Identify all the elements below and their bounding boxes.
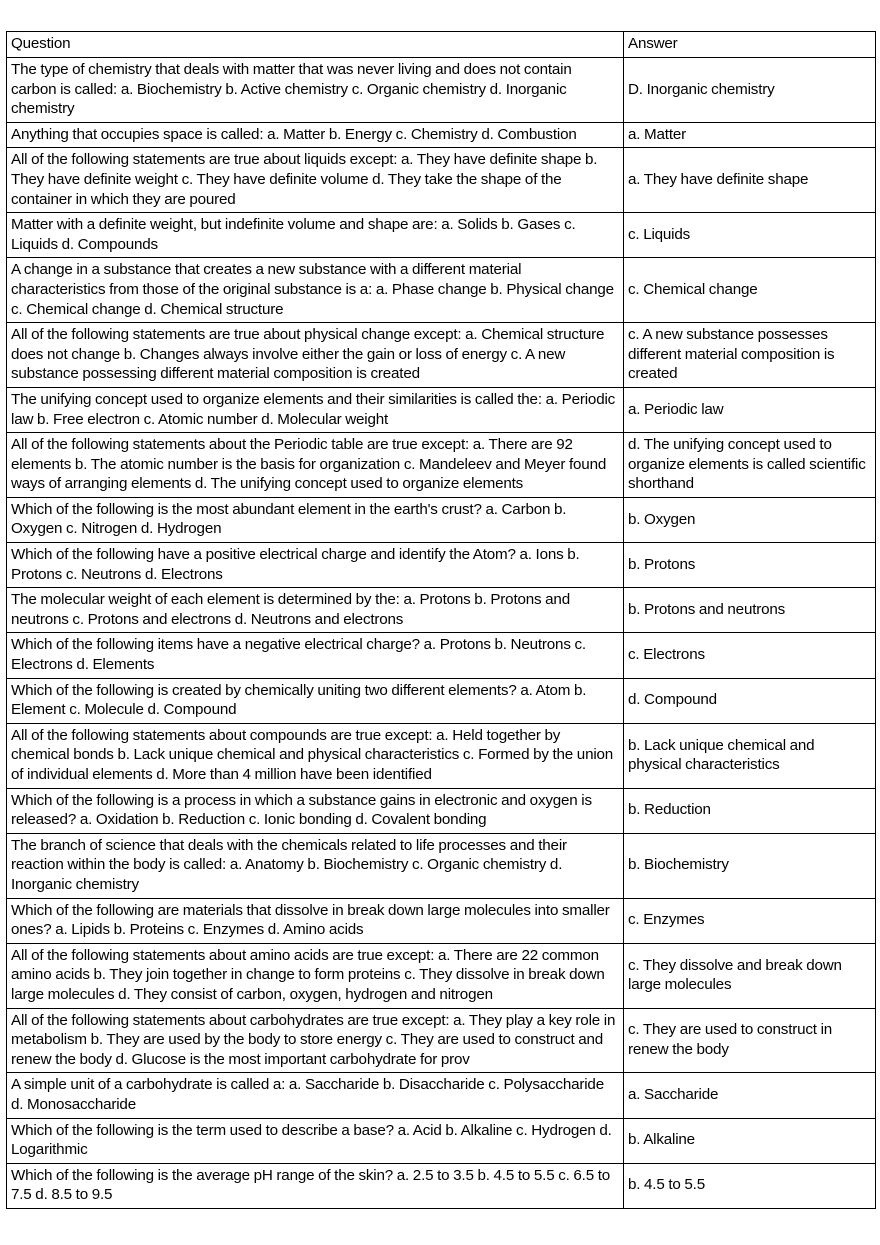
answer-cell: [624, 633, 876, 678]
question-text: All of the following statements are true about liquids except: a. They have definite shape b. They have definite weight c. They have definite volume d. They take the shape of the container in which they are poured: [11, 151, 598, 208]
column-header-answer: [624, 32, 876, 58]
question-cell: [7, 723, 624, 788]
table-row: [7, 723, 876, 788]
table-row: [7, 588, 876, 633]
answer-text: a. Periodic law: [628, 400, 724, 418]
table-row: [7, 898, 876, 943]
table-header-row: [7, 32, 876, 58]
answer-cell: [624, 258, 876, 323]
table-row: [7, 1118, 876, 1163]
question-text: Which of the following items have a negative electrical charge? a. Protons b. Neutrons c. Electrons d. Elements: [11, 636, 586, 674]
column-header-question-label: Question: [11, 35, 71, 53]
answer-text: d. The unifying concept used to organize elements is called scientific shorthand: [628, 436, 866, 493]
table-row: [7, 323, 876, 388]
answer-cell: [624, 1118, 876, 1163]
question-cell: [7, 497, 624, 542]
answer-text: d. Compound: [628, 691, 717, 709]
answer-cell: [624, 833, 876, 898]
question-text: All of the following statements about carbohydrates are true except: a. They play a key role in metabolism b. They are used by the body to store energy c. They are used to construct and renew the body d. Glucose is the most important carbohydrate for prov: [11, 1011, 616, 1068]
answer-text: c. A new substance possesses different material composition is created: [628, 326, 835, 383]
answer-cell: [624, 588, 876, 633]
question-cell: [7, 678, 624, 723]
table-row: [7, 258, 876, 323]
answer-cell: [624, 122, 876, 148]
answer-text: c. They are used to construct in renew the body: [628, 1021, 833, 1058]
answer-cell: [624, 323, 876, 388]
answer-text: c. Chemical change: [628, 280, 758, 298]
answer-cell: [624, 387, 876, 432]
table-row: [7, 497, 876, 542]
answer-cell: [624, 213, 876, 258]
answer-text: b. 4.5 to 5.5: [628, 1176, 705, 1194]
question-text: Which of the following is a process in which a substance gains in electronic and oxygen is released? a. Oxidation b. Reduction c. Ionic bonding d. Covalent bonding: [11, 791, 592, 829]
table-row: [7, 148, 876, 213]
answer-cell: [624, 788, 876, 833]
question-cell: [7, 1163, 624, 1208]
question-cell: [7, 1008, 624, 1073]
question-cell: [7, 433, 624, 498]
answer-text: b. Protons: [628, 555, 696, 573]
table-row: [7, 433, 876, 498]
question-text: All of the following statements about amino acids are true except: a. There are 22 common amino acids b. They join together in change to form proteins c. They dissolve in break down large molecules d. They consist of carbon, oxygen, hydrogen and nitrogen: [11, 946, 605, 1003]
answer-text: b. Biochemistry: [628, 856, 729, 874]
table-row: [7, 122, 876, 148]
question-text: Matter with a definite weight, but indefinite volume and shape are: a. Solids b. Gases c. Liquids d. Compounds: [11, 216, 576, 253]
question-text: Which of the following are materials that dissolve in break down large molecules into smaller ones? a. Lipids b. Proteins c. Enzymes d. Amino acids: [11, 901, 610, 939]
table-body: [7, 58, 876, 1209]
question-cell: [7, 588, 624, 633]
question-cell: [7, 258, 624, 323]
table-row: [7, 213, 876, 258]
table-row: [7, 1163, 876, 1208]
question-cell: [7, 898, 624, 943]
question-text: The branch of science that deals with the chemicals related to life processes and their reaction within the body is called: a. Anatomy b. Biochemistry c. Organic chemistry d. Inorganic chemistry: [11, 836, 567, 893]
question-text: All of the following statements are true about physical change except: a. Chemical structure does not change b. Changes always involve either the gain or loss of energy c. A new substance possessing different material composition is created: [11, 326, 605, 383]
answer-cell: [624, 723, 876, 788]
answer-cell: [624, 1163, 876, 1208]
question-text: Which of the following is the average pH range of the skin? a. 2.5 to 3.5 b. 4.5 to 5.5 c. 6.5 to 7.5 d. 8.5 to 9.5: [11, 1166, 611, 1204]
answer-cell: [624, 943, 876, 1008]
column-header-question: [7, 32, 624, 58]
answer-cell: [624, 1073, 876, 1118]
answer-text: c. Electrons: [628, 646, 705, 664]
table-row: [7, 1008, 876, 1073]
table-row: [7, 58, 876, 123]
question-text: The unifying concept used to organize elements and their similarities is called the: a. Periodic law b. Free electron c. Atomic number d. Molecular weight: [11, 390, 616, 428]
question-cell: [7, 943, 624, 1008]
answer-cell: [624, 1008, 876, 1073]
question-text: The molecular weight of each element is determined by the: a. Protons b. Protons and neutrons c. Protons and electrons d. Neutrons and electrons: [11, 591, 570, 628]
question-text: All of the following statements about the Periodic table are true except: a. There are 92 elements b. The atomic number is the basis for organization c. Mandeleev and Meyer found ways of arranging elements d. The unifying concept used to organize elements: [11, 436, 607, 493]
column-header-answer-label: Answer: [628, 35, 678, 53]
question-cell: [7, 122, 624, 148]
question-cell: [7, 633, 624, 678]
answer-cell: [624, 497, 876, 542]
question-text: Anything that occupies space is called: a. Matter b. Energy c. Chemistry d. Combustion: [11, 125, 577, 143]
table-row: [7, 833, 876, 898]
question-cell: [7, 58, 624, 123]
table-row: [7, 943, 876, 1008]
question-cell: [7, 833, 624, 898]
answer-text: b. Oxygen: [628, 510, 696, 528]
question-cell: [7, 213, 624, 258]
table-row: [7, 633, 876, 678]
answer-text: b. Alkaline: [628, 1131, 695, 1149]
question-text: The type of chemistry that deals with matter that was never living and does not contain carbon is called: a. Biochemistry b. Active chemistry c. Organic chemistry d. Inorganic chemistry: [11, 61, 572, 118]
answer-text: a. Matter: [628, 125, 687, 143]
question-cell: [7, 323, 624, 388]
question-cell: [7, 148, 624, 213]
question-cell: [7, 387, 624, 432]
answer-cell: [624, 898, 876, 943]
question-text: All of the following statements about compounds are true except: a. Held together by chemical bonds b. Lack unique chemical and physical characteristics c. Formed by the union of individual elements d. More than 4 million have been identified: [11, 726, 614, 783]
question-text: A simple unit of a carbohydrate is called a: a. Saccharide b. Disaccharide c. Polysaccharide d. Monosaccharide: [11, 1076, 604, 1113]
answer-cell: [624, 433, 876, 498]
question-text: Which of the following have a positive electrical charge and identify the Atom? a. Ions b. Protons c. Neutrons d. Electrons: [11, 546, 580, 583]
question-answer-table: [6, 31, 876, 1209]
table-header: [7, 32, 876, 58]
question-cell: [7, 788, 624, 833]
answer-cell: [624, 148, 876, 213]
question-text: Which of the following is the most abundant element in the earth's crust? a. Carbon b. Oxygen c. Nitrogen d. Hydrogen: [11, 500, 567, 538]
question-text: Which of the following is the term used to describe a base? a. Acid b. Alkaline c. Hydrogen d. Logarithmic: [11, 1121, 612, 1159]
answer-cell: [624, 58, 876, 123]
answer-text: c. They dissolve and break down large molecules: [628, 956, 842, 994]
answer-text: a. Saccharide: [628, 1086, 719, 1104]
answer-text: b. Protons and neutrons: [628, 601, 786, 619]
table-row: [7, 387, 876, 432]
table-row: [7, 543, 876, 588]
answer-text: a. They have definite shape: [628, 170, 809, 188]
answer-text: b. Lack unique chemical and physical characteristics: [628, 736, 815, 774]
question-cell: [7, 1073, 624, 1118]
answer-text: D. Inorganic chemistry: [628, 80, 775, 98]
answer-cell: [624, 543, 876, 588]
question-text: Which of the following is created by chemically uniting two different elements? a. Atom b. Element c. Molecule d. Compound: [11, 681, 587, 719]
answer-cell: [624, 678, 876, 723]
answer-text: b. Reduction: [628, 801, 711, 819]
table-row: [7, 1073, 876, 1118]
question-cell: [7, 543, 624, 588]
question-cell: [7, 1118, 624, 1163]
table-row: [7, 678, 876, 723]
question-text: A change in a substance that creates a new substance with a different material characteristics from those of the original substance is a: a. Phase change b. Physical change c. Chemical change d. Chemical structure: [11, 261, 614, 318]
table-row: [7, 788, 876, 833]
answer-text: c. Enzymes: [628, 911, 705, 929]
answer-text: c. Liquids: [628, 225, 691, 243]
